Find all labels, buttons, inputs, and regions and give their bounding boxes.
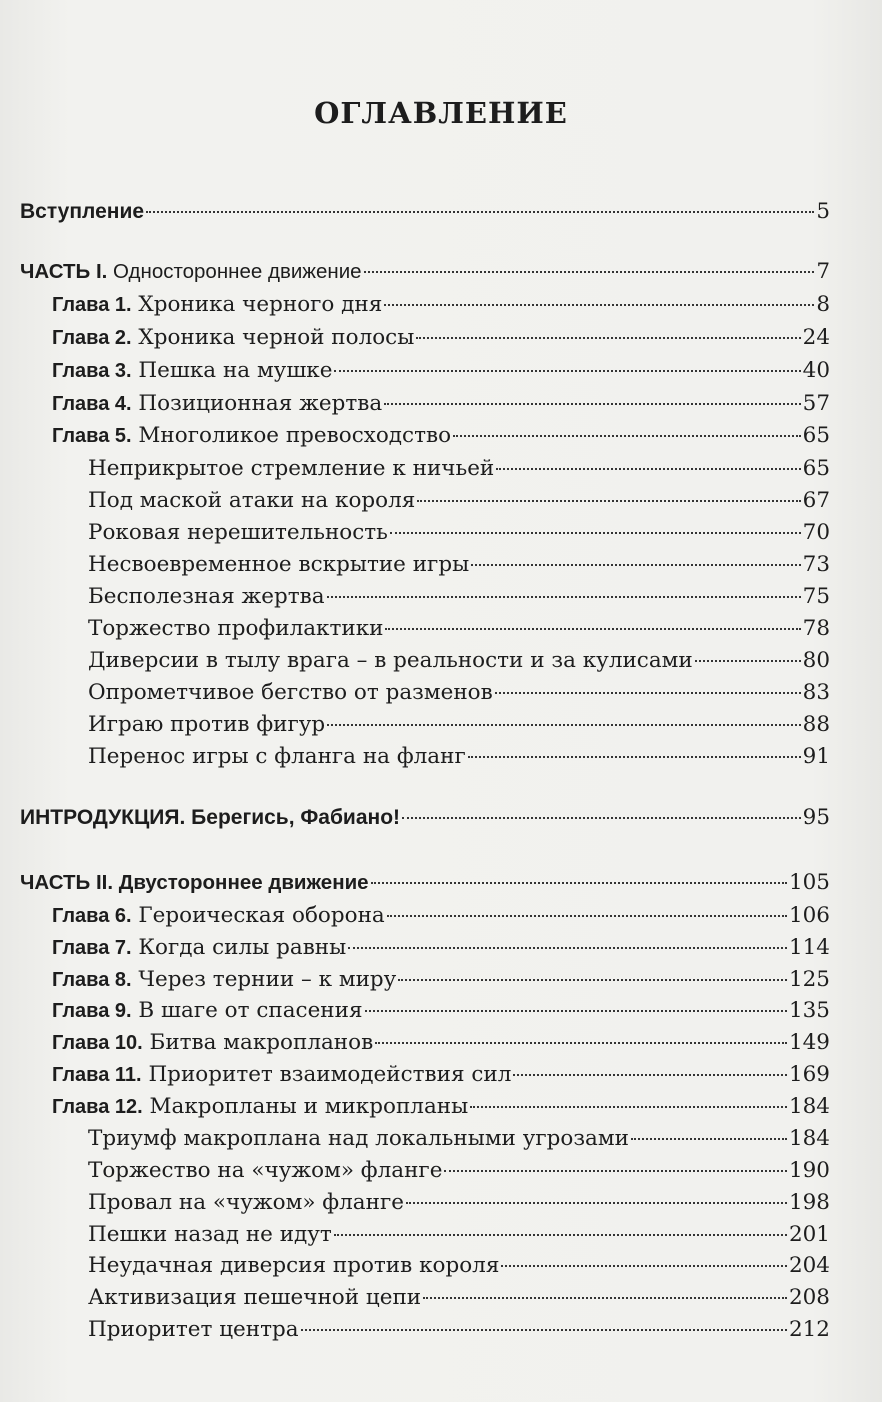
leader-dots	[327, 723, 800, 726]
toc-entry-chapter[interactable]	[52, 934, 830, 962]
toc-page-number: 169	[788, 1062, 830, 1087]
chapter-title: Пешка на мушке	[138, 358, 333, 383]
toc-page-number: 78	[802, 616, 830, 641]
toc-page-number: 65	[802, 423, 830, 448]
toc-entry-chapter[interactable]	[52, 390, 830, 418]
chapter-title: Приоритет взаимодействия сил	[148, 1062, 512, 1087]
part-number: ЧАСТЬ I.	[20, 260, 108, 283]
leader-dots	[348, 946, 787, 949]
toc-page-number: 67	[802, 488, 830, 513]
section-title: Пешки назад не идут	[88, 1222, 332, 1247]
toc-page-number: 105	[788, 870, 830, 895]
chapter-number: Глава 3.	[52, 360, 132, 382]
part-title: Одностороннее движение	[113, 260, 362, 283]
leader-dots	[406, 1201, 787, 1204]
chapter-title: Хроника черного дня	[138, 292, 383, 317]
toc-page-number: 125	[788, 967, 830, 992]
section-title: Бесполезная жертва	[88, 584, 325, 609]
leader-dots	[423, 1296, 787, 1299]
leader-dots	[496, 467, 800, 470]
toc-label	[52, 1029, 373, 1057]
leader-dots	[417, 499, 800, 502]
toc-page-number: 201	[788, 1222, 830, 1247]
toc-entry-part-2[interactable]	[20, 869, 830, 897]
toc-entry-chapter[interactable]	[52, 1093, 830, 1121]
section-title: Опрометчивое бегство от разменов	[88, 680, 493, 705]
chapter-number: Глава 12.	[52, 1096, 143, 1118]
chapter-title: Хроника черной полосы	[138, 325, 415, 350]
leader-dots	[334, 369, 800, 372]
leader-dots	[695, 659, 801, 662]
leader-dots	[513, 1073, 787, 1076]
part-title: Двустороннее движение	[118, 871, 369, 894]
toc-label	[52, 390, 382, 418]
toc-page-number: 5	[816, 199, 830, 224]
leader-dots	[471, 563, 800, 566]
toc-label	[52, 934, 346, 962]
leader-dots	[631, 1137, 787, 1140]
toc-page-number: 91	[802, 744, 830, 769]
toc-entry-section[interactable]	[88, 679, 830, 707]
toc-entry-section[interactable]	[88, 455, 830, 483]
leader-dots	[334, 1233, 787, 1236]
toc-page-number: 57	[802, 391, 830, 416]
section-title: Провал на «чужом» фланге	[88, 1190, 404, 1215]
leader-dots	[470, 1105, 787, 1108]
toc-page-number: 190	[788, 1158, 830, 1183]
chapter-number: Глава 4.	[52, 393, 132, 415]
toc-entry-chapter[interactable]	[52, 357, 830, 385]
section-title: Триумф макроплана над локальными угрозами	[88, 1126, 629, 1151]
chapter-number: Глава 5.	[52, 425, 132, 447]
toc-page-number: 95	[802, 805, 830, 830]
toc-label	[52, 1061, 511, 1089]
section-title: Неприкрытое стремление к ничьей	[88, 456, 495, 481]
toc-entry-part-1[interactable]	[20, 258, 830, 286]
toc-label: ИНТРОДУКЦИЯ. Берегись, Фабиано!	[20, 806, 401, 829]
toc-label	[20, 869, 369, 897]
toc-entry-section[interactable]	[88, 1189, 830, 1217]
toc-page-number: 80	[802, 648, 830, 673]
toc-entry-chapter[interactable]	[52, 1061, 830, 1089]
toc-entry-section[interactable]	[88, 615, 830, 643]
toc-entry-section[interactable]	[88, 743, 830, 771]
toc-page-number: 88	[802, 712, 830, 737]
section-title: Перенос игры с фланга на фланг	[88, 744, 466, 769]
toc-label	[20, 258, 362, 286]
leader-dots	[416, 336, 800, 339]
leader-dots	[371, 881, 787, 884]
toc-page-number: 114	[788, 935, 830, 960]
toc-page-number: 208	[788, 1285, 830, 1310]
toc-label	[52, 357, 332, 385]
toc-page-number: 106	[788, 903, 830, 928]
toc-label	[52, 1093, 468, 1121]
toc-page-number: 70	[802, 520, 830, 545]
section-title: Под маской атаки на короля	[88, 488, 416, 513]
chapter-title: Битва макропланов	[149, 1030, 374, 1055]
toc-page-number: 212	[788, 1317, 830, 1342]
toc-label	[52, 997, 363, 1025]
toc-entry-chapter[interactable]	[52, 966, 830, 994]
toc-page-number: 184	[788, 1094, 830, 1119]
toc-entry-section[interactable]	[88, 1221, 830, 1249]
section-title: Активизация пешечной цепи	[88, 1285, 422, 1310]
leader-dots	[384, 402, 800, 405]
toc-entry-chapter[interactable]	[52, 324, 830, 352]
leader-dots	[301, 1328, 787, 1331]
toc-entry-intro[interactable]	[20, 198, 830, 226]
toc-entry-section[interactable]	[88, 1284, 830, 1312]
chapter-number: Глава 10.	[52, 1032, 143, 1054]
toc-page-number: 198	[788, 1190, 830, 1215]
part-number: ЧАСТЬ II.	[20, 871, 114, 894]
chapter-number: Глава 2.	[52, 327, 132, 349]
chapter-title: В шаге от спасения	[138, 998, 363, 1023]
section-title: Неудачная диверсия против короля	[88, 1253, 500, 1278]
chapter-title: Макропланы и микропланы	[149, 1094, 469, 1119]
section-title: Роковая нерешительность	[88, 520, 388, 545]
chapter-number: Глава 7.	[52, 937, 132, 959]
toc-label	[52, 324, 414, 352]
leader-dots	[146, 210, 814, 213]
toc-entry-section[interactable]	[88, 711, 830, 739]
leader-dots	[390, 531, 801, 534]
toc-entry-section[interactable]	[88, 1252, 830, 1280]
toc-entry-section[interactable]	[88, 647, 830, 675]
toc-page-number: 184	[788, 1126, 830, 1151]
toc-page-number: 135	[788, 998, 830, 1023]
toc-label	[52, 902, 385, 930]
leader-dots	[402, 816, 801, 819]
toc-entry-section[interactable]	[88, 583, 830, 611]
leader-dots	[384, 303, 814, 306]
chapter-title: Когда силы равны	[138, 935, 347, 960]
toc-page-number: 65	[802, 456, 830, 481]
leader-dots	[468, 755, 801, 758]
leader-dots	[364, 270, 815, 273]
chapter-number: Глава 9.	[52, 1000, 132, 1022]
toc-entry-chapter[interactable]	[52, 422, 830, 450]
toc-entry-section[interactable]	[88, 551, 830, 579]
chapter-title: Многоликое превосходство	[138, 423, 452, 448]
toc-entry-section[interactable]	[88, 1157, 830, 1185]
toc-label	[52, 966, 396, 994]
chapter-title: Героическая оборона	[138, 903, 385, 928]
section-title: Торжество на «чужом» фланге	[88, 1158, 443, 1183]
page-title: ОГЛАВЛЕНИЕ	[314, 96, 568, 130]
toc-page-number: 8	[816, 292, 830, 317]
chapter-number: Глава 11.	[52, 1064, 142, 1086]
section-title: Играю против фигур	[88, 712, 326, 737]
leader-dots	[453, 434, 801, 437]
chapter-title: Позиционная жертва	[138, 391, 383, 416]
toc-label	[52, 291, 382, 319]
toc-page-number: 83	[802, 680, 830, 705]
toc-entry-section[interactable]	[88, 1316, 830, 1344]
chapter-number: Глава 8.	[52, 969, 132, 991]
toc-label: Вступление	[20, 200, 145, 223]
chapter-number: Глава 1.	[52, 294, 132, 316]
leader-dots	[375, 1041, 787, 1044]
section-title: Приоритет центра	[88, 1317, 299, 1342]
toc-page-number: 24	[802, 325, 830, 350]
section-title: Диверсии в тылу врага – в реальности и за кулисами	[88, 648, 693, 673]
chapter-number: Глава 6.	[52, 905, 132, 927]
toc-entry-chapter[interactable]	[52, 291, 830, 319]
leader-dots	[327, 595, 801, 598]
leader-dots	[444, 1169, 787, 1172]
leader-dots	[501, 1264, 787, 1267]
leader-dots	[398, 978, 787, 981]
section-title: Несвоевременное вскрытие игры	[88, 552, 470, 577]
toc-entry-introduction[interactable]	[20, 804, 830, 832]
toc-page-number: 75	[802, 584, 830, 609]
toc-label	[52, 422, 451, 450]
toc-page-number: 149	[788, 1030, 830, 1055]
leader-dots	[365, 1009, 787, 1012]
leader-dots	[495, 691, 801, 694]
toc-page-number: 7	[816, 259, 830, 284]
chapter-title: Через тернии – к миру	[138, 967, 397, 992]
toc-page-number: 73	[802, 552, 830, 577]
toc-entry-chapter[interactable]	[52, 1029, 830, 1057]
toc-entry-section[interactable]	[88, 487, 830, 515]
toc-entry-chapter[interactable]	[52, 902, 830, 930]
section-title: Торжество профилактики	[88, 616, 384, 641]
leader-dots	[387, 914, 787, 917]
toc-page-number: 204	[788, 1253, 830, 1278]
toc-page-number: 40	[802, 358, 830, 383]
toc-entry-chapter[interactable]	[52, 997, 830, 1025]
toc-entry-section[interactable]	[88, 519, 830, 547]
leader-dots	[385, 627, 800, 630]
toc-entry-section[interactable]	[88, 1125, 830, 1153]
